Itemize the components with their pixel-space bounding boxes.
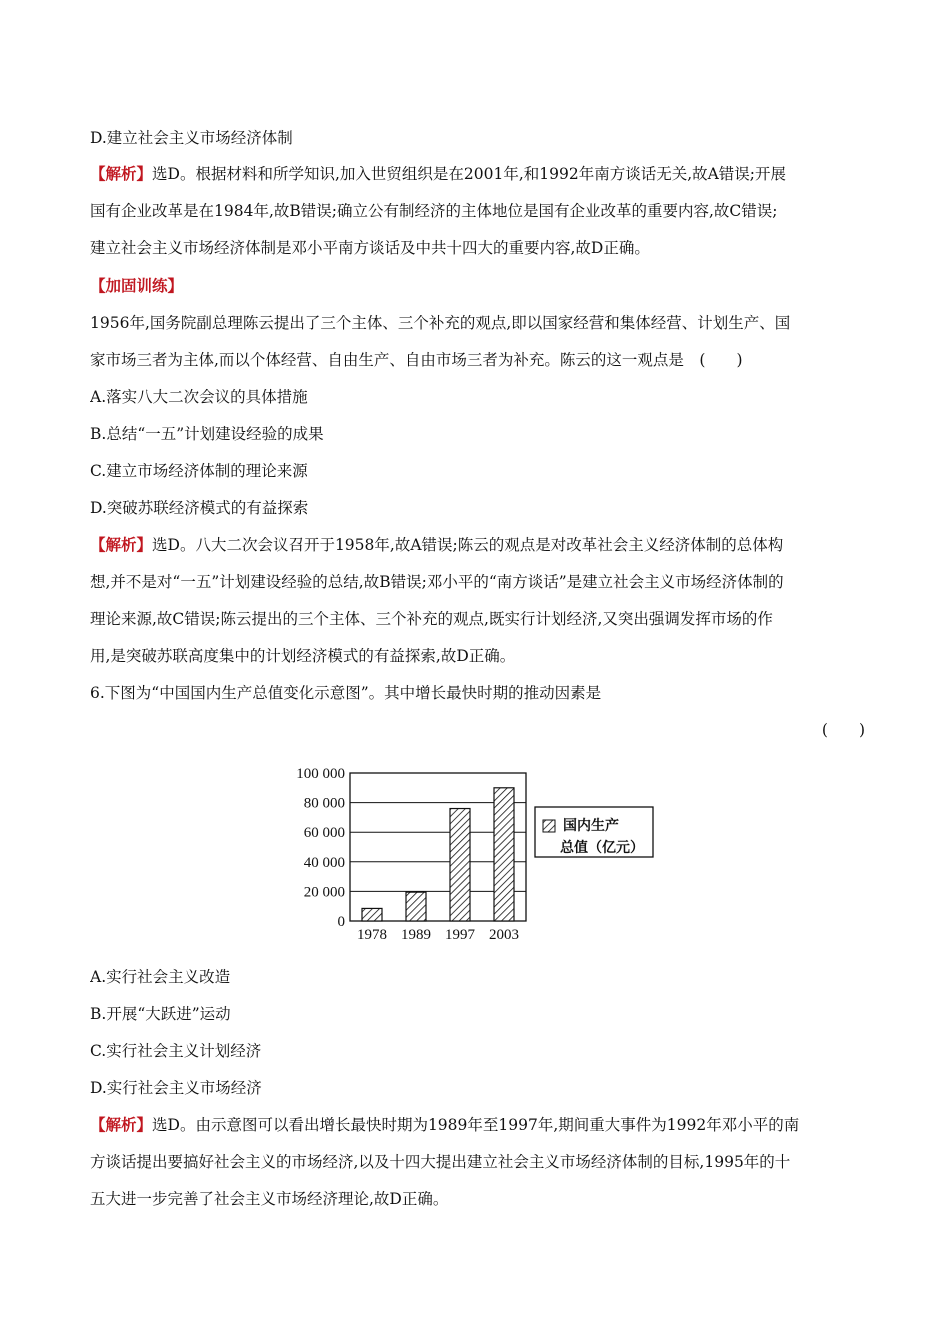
question-6-stem: 6.下图为“中国国内生产总值变化示意图”。其中增长最快时期的推动因素是 [90,684,602,702]
chart-plot-area [350,773,526,921]
practice-option-d: D.突破苏联经济模式的有益探索 [90,499,309,517]
x-tick-label: 1989 [401,927,431,943]
question-6-option-c: C.实行社会主义计划经济 [90,1042,262,1060]
y-tick-label: 80 000 [303,795,345,812]
analysis-text: 想,并不是对“一五”计划建设经验的总结,故B错误;邓小平的“南方谈话”是建立社会主义市场经济体制的 [90,573,784,591]
y-tick-label: 100 000 [296,766,345,782]
x-tick-label: 1978 [357,927,387,943]
analysis-text: 建立社会主义市场经济体制是邓小平南方谈话及中共十四大的重要内容,故D正确。 [90,239,650,257]
analysis-tag: 【解析】 [90,164,153,183]
bar-2003 [494,788,514,921]
gdp-bar-chart [280,760,680,950]
question-6-analysis [90,1115,865,1135]
legend-swatch [543,820,555,832]
analysis-text: 选D。八大二次会议召开于1958年,故A错误;陈云的观点是对改革社会主义经济体制的总体构 [152,536,784,554]
y-tick-label: 60 000 [303,825,345,842]
practice-analysis [90,535,865,555]
practice-tag: 【加固训练】 [90,276,184,295]
legend-label-line2: 总值（亿元） [560,839,644,855]
question-6-option-b: B.开展“大跃进”运动 [90,1005,231,1023]
y-tick-label: 40 000 [303,854,345,871]
question-6-option-a: A.实行社会主义改造 [90,968,231,986]
y-tick-label: 20 000 [303,884,345,901]
analysis-paragraph-1 [90,164,865,184]
analysis-text: 方谈话提出要搞好社会主义的市场经济,以及十四大提出建立社会主义市场经济体制的目标,1995年的十 [90,1153,791,1171]
bar-1989 [406,892,426,921]
practice-option-b: B.总结“一五”计划建设经验的成果 [90,425,324,443]
analysis-text: 国有企业改革是在1984年,故B错误;确立公有制经济的主体地位是国有企业改革的重要内容,故C错误; [90,202,778,220]
practice-option-c: C.建立市场经济体制的理论来源 [90,462,308,480]
answer-bracket: ( ) [821,721,865,739]
practice-stem: 家市场三者为主体,而以个体经营、自由生产、自由市场三者为补充。陈云的这一观点是 ( ) [90,351,743,369]
analysis-text: 选D。根据材料和所学知识,加入世贸组织是在2001年,和1992年南方谈话无关,故A错误;开展 [152,165,787,183]
analysis-tag: 【解析】 [90,535,153,554]
legend-label-line1: 国内生产 [563,817,619,833]
x-tick-label: 2003 [489,927,519,943]
x-tick-label: 1997 [445,927,475,943]
practice-heading [90,276,865,296]
bar-1997 [450,809,470,921]
chart-legend [535,807,653,857]
analysis-text: 五大进一步完善了社会主义市场经济理论,故D正确。 [90,1190,449,1208]
chart-y-axis [296,766,345,930]
prev-option-d: D.建立社会主义市场经济体制 [90,129,293,147]
practice-stem: 1956年,国务院副总理陈云提出了三个主体、三个补充的观点,即以国家经营和集体经营、计划生产、国 [90,314,791,332]
chart-x-axis [357,927,519,943]
y-tick-label: 0 [337,914,345,930]
question-6-option-d: D.实行社会主义市场经济 [90,1079,262,1097]
practice-option-a: A.落实八大二次会议的具体措施 [90,388,308,406]
analysis-tag: 【解析】 [90,1115,153,1134]
analysis-text: 用,是突破苏联高度集中的计划经济模式的有益探索,故D正确。 [90,647,516,665]
analysis-text: 选D。由示意图可以看出增长最快时期为1989年至1997年,期间重大事件为1992年邓小平的南 [152,1116,800,1134]
bar-1978 [362,908,382,921]
analysis-text: 理论来源,故C错误;陈云提出的三个主体、三个补充的观点,既实行计划经济,又突出强调发挥市场的作 [90,610,773,628]
